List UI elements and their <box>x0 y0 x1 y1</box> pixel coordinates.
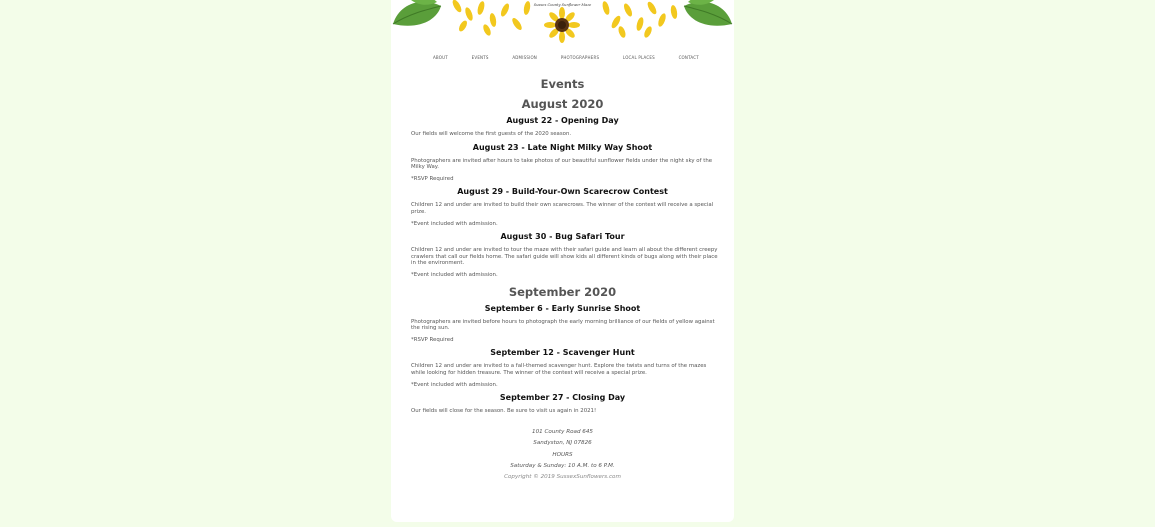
header-banner <box>391 0 734 48</box>
leaf-right-icon <box>676 0 734 34</box>
petals-right-icon <box>596 0 686 38</box>
nav-about[interactable]: ABOUT <box>433 55 448 60</box>
nav-local-places[interactable]: LOCAL PLACES <box>622 55 655 60</box>
event-description: Our fields will close for the season. Be sure to visit us again in 2021! <box>411 408 597 415</box>
month-heading-august: August 2020 <box>521 97 604 111</box>
event-description: Photographers are invited after hours to take photos of our beautiful sunflower fields under the night sky of the Milky Way. <box>411 157 713 171</box>
nav-events[interactable]: EVENTS <box>471 55 489 60</box>
event-note: *Event included with admission. <box>411 271 498 278</box>
footer-hours-label: HOURS <box>552 451 573 458</box>
nav-photographers[interactable]: PHOTOGRAPHERS <box>560 55 600 60</box>
page-title: Events <box>540 77 585 91</box>
event-description: Children 12 and under are invited to tour the maze with their safari guide and learn all about the different creepy crawlers that call our fields home. The safari guide will show kids all different kinds of bugs along with their place in the environment. <box>411 247 718 267</box>
event-title: August 22 - Opening Day <box>506 116 619 125</box>
month-heading-september: September 2020 <box>508 284 617 299</box>
event-description: Our fields will welcome the first guests of the 2020 season. <box>411 131 572 137</box>
nav-admission[interactable]: ADMISSION <box>512 55 537 60</box>
nav-contact[interactable]: CONTACT <box>678 55 699 60</box>
event-description: Children 12 and under are invited to a fall-themed scavenger hunt. Explore the twists and turns of the mazes while looking for hidden treasure. The winner of the contest will receive a special prize. <box>411 363 707 376</box>
logo-text: Sussex County Sunflower Maze <box>533 3 592 7</box>
event-note: *Event included with admission. <box>411 220 498 227</box>
event-description: Photographers are invited before hours to photograph the early morning brilliance of our fields of yellow against the rising sun. <box>411 318 715 332</box>
event-note: *RSVP Required <box>411 175 454 182</box>
footer-copyright: Copyright © 2019 SussexSunflowers.com <box>504 474 621 481</box>
event-title: September 12 - Scavenger Hunt <box>490 348 635 358</box>
event-title: September 27 - Closing Day <box>499 393 626 403</box>
main-nav <box>391 54 734 62</box>
footer-address-line2: Sandyston, NJ 07826 <box>533 440 592 447</box>
footer <box>391 427 734 481</box>
footer-hours: Saturday & Sunday: 10 A.M. to 6 P.M. <box>510 463 615 470</box>
event-title: September 6 - Early Sunrise Shoot <box>484 303 641 313</box>
event-note: *Event included with admission. <box>411 381 498 388</box>
page-container <box>391 0 734 522</box>
event-title: August 29 - Build-Your-Own Scarecrow Contest <box>457 187 668 197</box>
event-description: Children 12 and under are invited to build their own scarecrows. The winner of the contest will receive a special prize. <box>411 202 714 215</box>
event-title: August 30 - Bug Safari Tour <box>500 232 625 242</box>
event-title: August 23 - Late Night Milky Way Shoot <box>472 142 653 152</box>
footer-address-line1: 101 County Road 645 <box>532 428 593 435</box>
event-note: *RSVP Required <box>411 336 454 343</box>
